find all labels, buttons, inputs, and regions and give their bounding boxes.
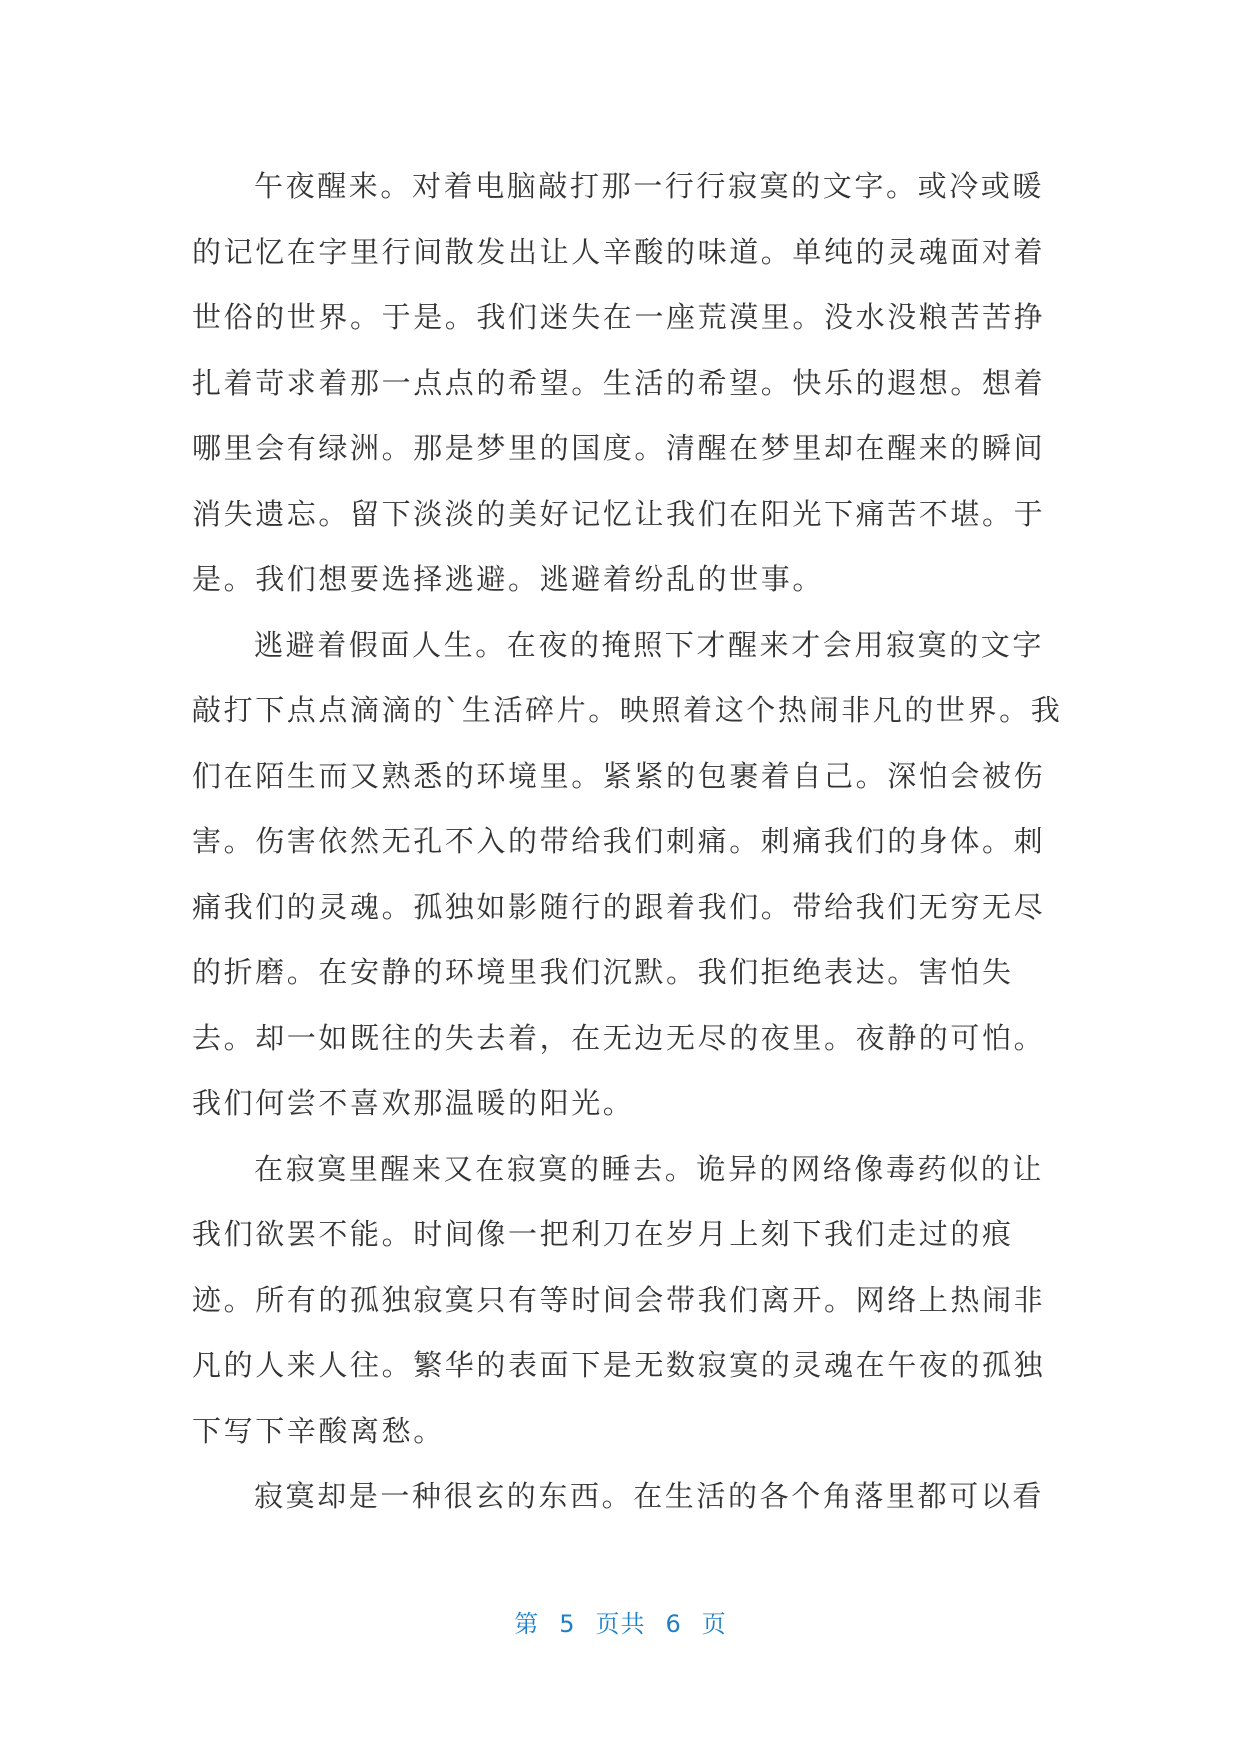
text-line: 寂寞却是一种很玄的东西。在生活的各个角落里都可以看 [254,1479,1045,1513]
text-line: 下写下辛酸离愁。 [192,1413,445,1448]
text-line: 们在陌生而又熟悉的环境里。紧紧的包裹着自己。深怕会被伤 [192,758,1046,793]
text-line: 我们何尝不喜欢那温暖的阳光。 [192,1086,635,1120]
text-line: 迹。所有的孤独寂寞只有等时间会带我们离开。网络上热闹非 [192,1282,1046,1317]
footer-prefix: 第 [514,1610,540,1638]
text-line: 去。却一如既往的失去着，在无边无尽的夜里。夜静的可怕。 [192,1020,1046,1055]
document-body [192,154,1063,1530]
text-line: 敲打下点点滴滴的`生活碎片。映照着这个热闹非凡的世界。我 [192,693,1063,727]
footer-suffix: 页 [701,1610,727,1638]
text-line: 的记忆在字里行间散发出让人辛酸的味道。单纯的灵魂面对着 [192,234,1046,269]
text-line: 我们欲罢不能。时间像一把利刀在岁月上刻下我们走过的痕 [192,1217,1014,1251]
text-line: 害。伤害依然无孔不入的带给我们刺痛。刺痛我们的身体。刺 [192,824,1046,858]
text-line: 在寂寞里醒来又在寂寞的睡去。诡异的网络像毒药似的让 [254,1151,1045,1186]
text-line: 凡的人来人往。繁华的表面下是无数寂寞的灵魂在午夜的孤独 [192,1348,1046,1382]
paragraph [192,613,1063,1137]
paragraph [192,154,1052,613]
footer-middle: 页共 [595,1610,646,1638]
text-line: 世俗的世界。于是。我们迷失在一座荒漠里。没水没粮苦苦挣 [192,300,1046,334]
footer-total-pages: 6 [665,1610,682,1638]
paragraph [192,1464,1052,1530]
paragraph [192,1137,1052,1465]
text-line: 扎着苛求着那一点点的希望。生活的希望。快乐的遐想。想着 [192,365,1046,400]
page-footer [0,1607,1241,1641]
text-line: 哪里会有绿洲。那是梦里的国度。清醒在梦里却在醒来的瞬间 [192,431,1046,465]
text-line: 是。我们想要选择逃避。逃避着纷乱的世事。 [192,562,825,596]
text-line: 午夜醒来。对着电脑敲打那一行行寂寞的文字。或冷或暖 [254,169,1045,203]
text-line: 痛我们的灵魂。孤独如影随行的跟着我们。带给我们无穷无尽 [192,889,1046,924]
text-line: 消失遗忘。留下淡淡的美好记忆让我们在阳光下痛苦不堪。于 [192,496,1046,531]
footer-current-page: 5 [559,1610,576,1638]
text-line: 的折磨。在安静的环境里我们沉默。我们拒绝表达。害怕失 [192,955,1014,989]
text-line: 逃避着假面人生。在夜的掩照下才醒来才会用寂寞的文字 [254,627,1045,662]
